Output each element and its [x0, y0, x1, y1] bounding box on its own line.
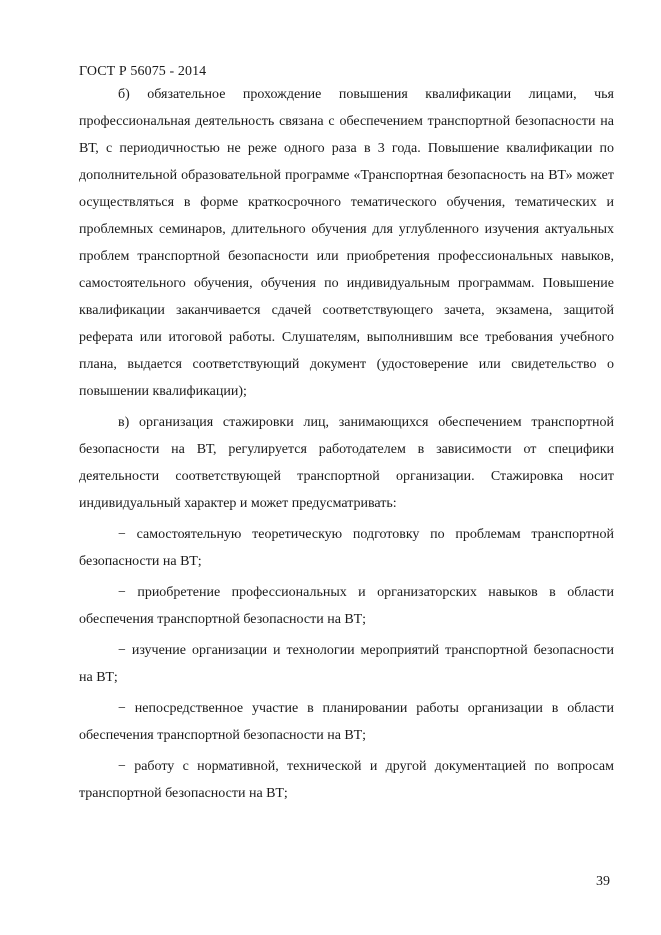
document-header: ГОСТ Р 56075 - 2014 [79, 64, 207, 79]
page-number: 39 [596, 874, 610, 889]
list-item: − работу с нормативной, технической и другой документацией по вопросам транспортной безопасности на ВТ; [79, 759, 614, 801]
list-item: − непосредственное участие в планировании работы организации в области обеспечения транспортной безопасности на ВТ; [79, 701, 614, 743]
document-body [79, 81, 614, 807]
paragraph-v: в) организация стажировки лиц, занимающихся обеспечением транспортной безопасности на ВТ, регулируется работодателем в зависимости от специфики деятельности соответствующей транспортной организации. Стажировка носит индивидуальный характер и может предусматривать: [79, 415, 614, 511]
list-item: − приобретение профессиональных и организаторских навыков в области обеспечения транспортной безопасности на ВТ; [79, 585, 614, 627]
list-item: − изучение организации и технологии мероприятий транспортной безопасности на ВТ; [79, 643, 614, 685]
paragraph-b: б) обязательное прохождение повышения квалификации лицами, чья профессиональная деятельность связана с обеспечением транспортной безопасности на ВТ, с периодичностью не реже одного раза в 3 года. Повышение квалификации по дополнительной образовательной программе «Транспортная безопасность на ВТ» может осуществляться в форме краткосрочного тематического обучения, тематических и проблемных семинаров, длительного обучения для углубленного изучения актуальных проблем транспортной безопасности или приобретения профессиональных навыков, самостоятельного обучения, обучения по индивидуальным программам. Повышение квалификации заканчивается сдачей соответствующего зачета, экзамена, защитой реферата или итоговой работы. Слушателям, выполнившим все требования учебного плана, выдается соответствующий документ (удостоверение или свидетельство о повышении квалификации); [79, 87, 614, 399]
list-item: − самостоятельную теоретическую подготовку по проблемам транспортной безопасности на ВТ; [79, 527, 614, 569]
